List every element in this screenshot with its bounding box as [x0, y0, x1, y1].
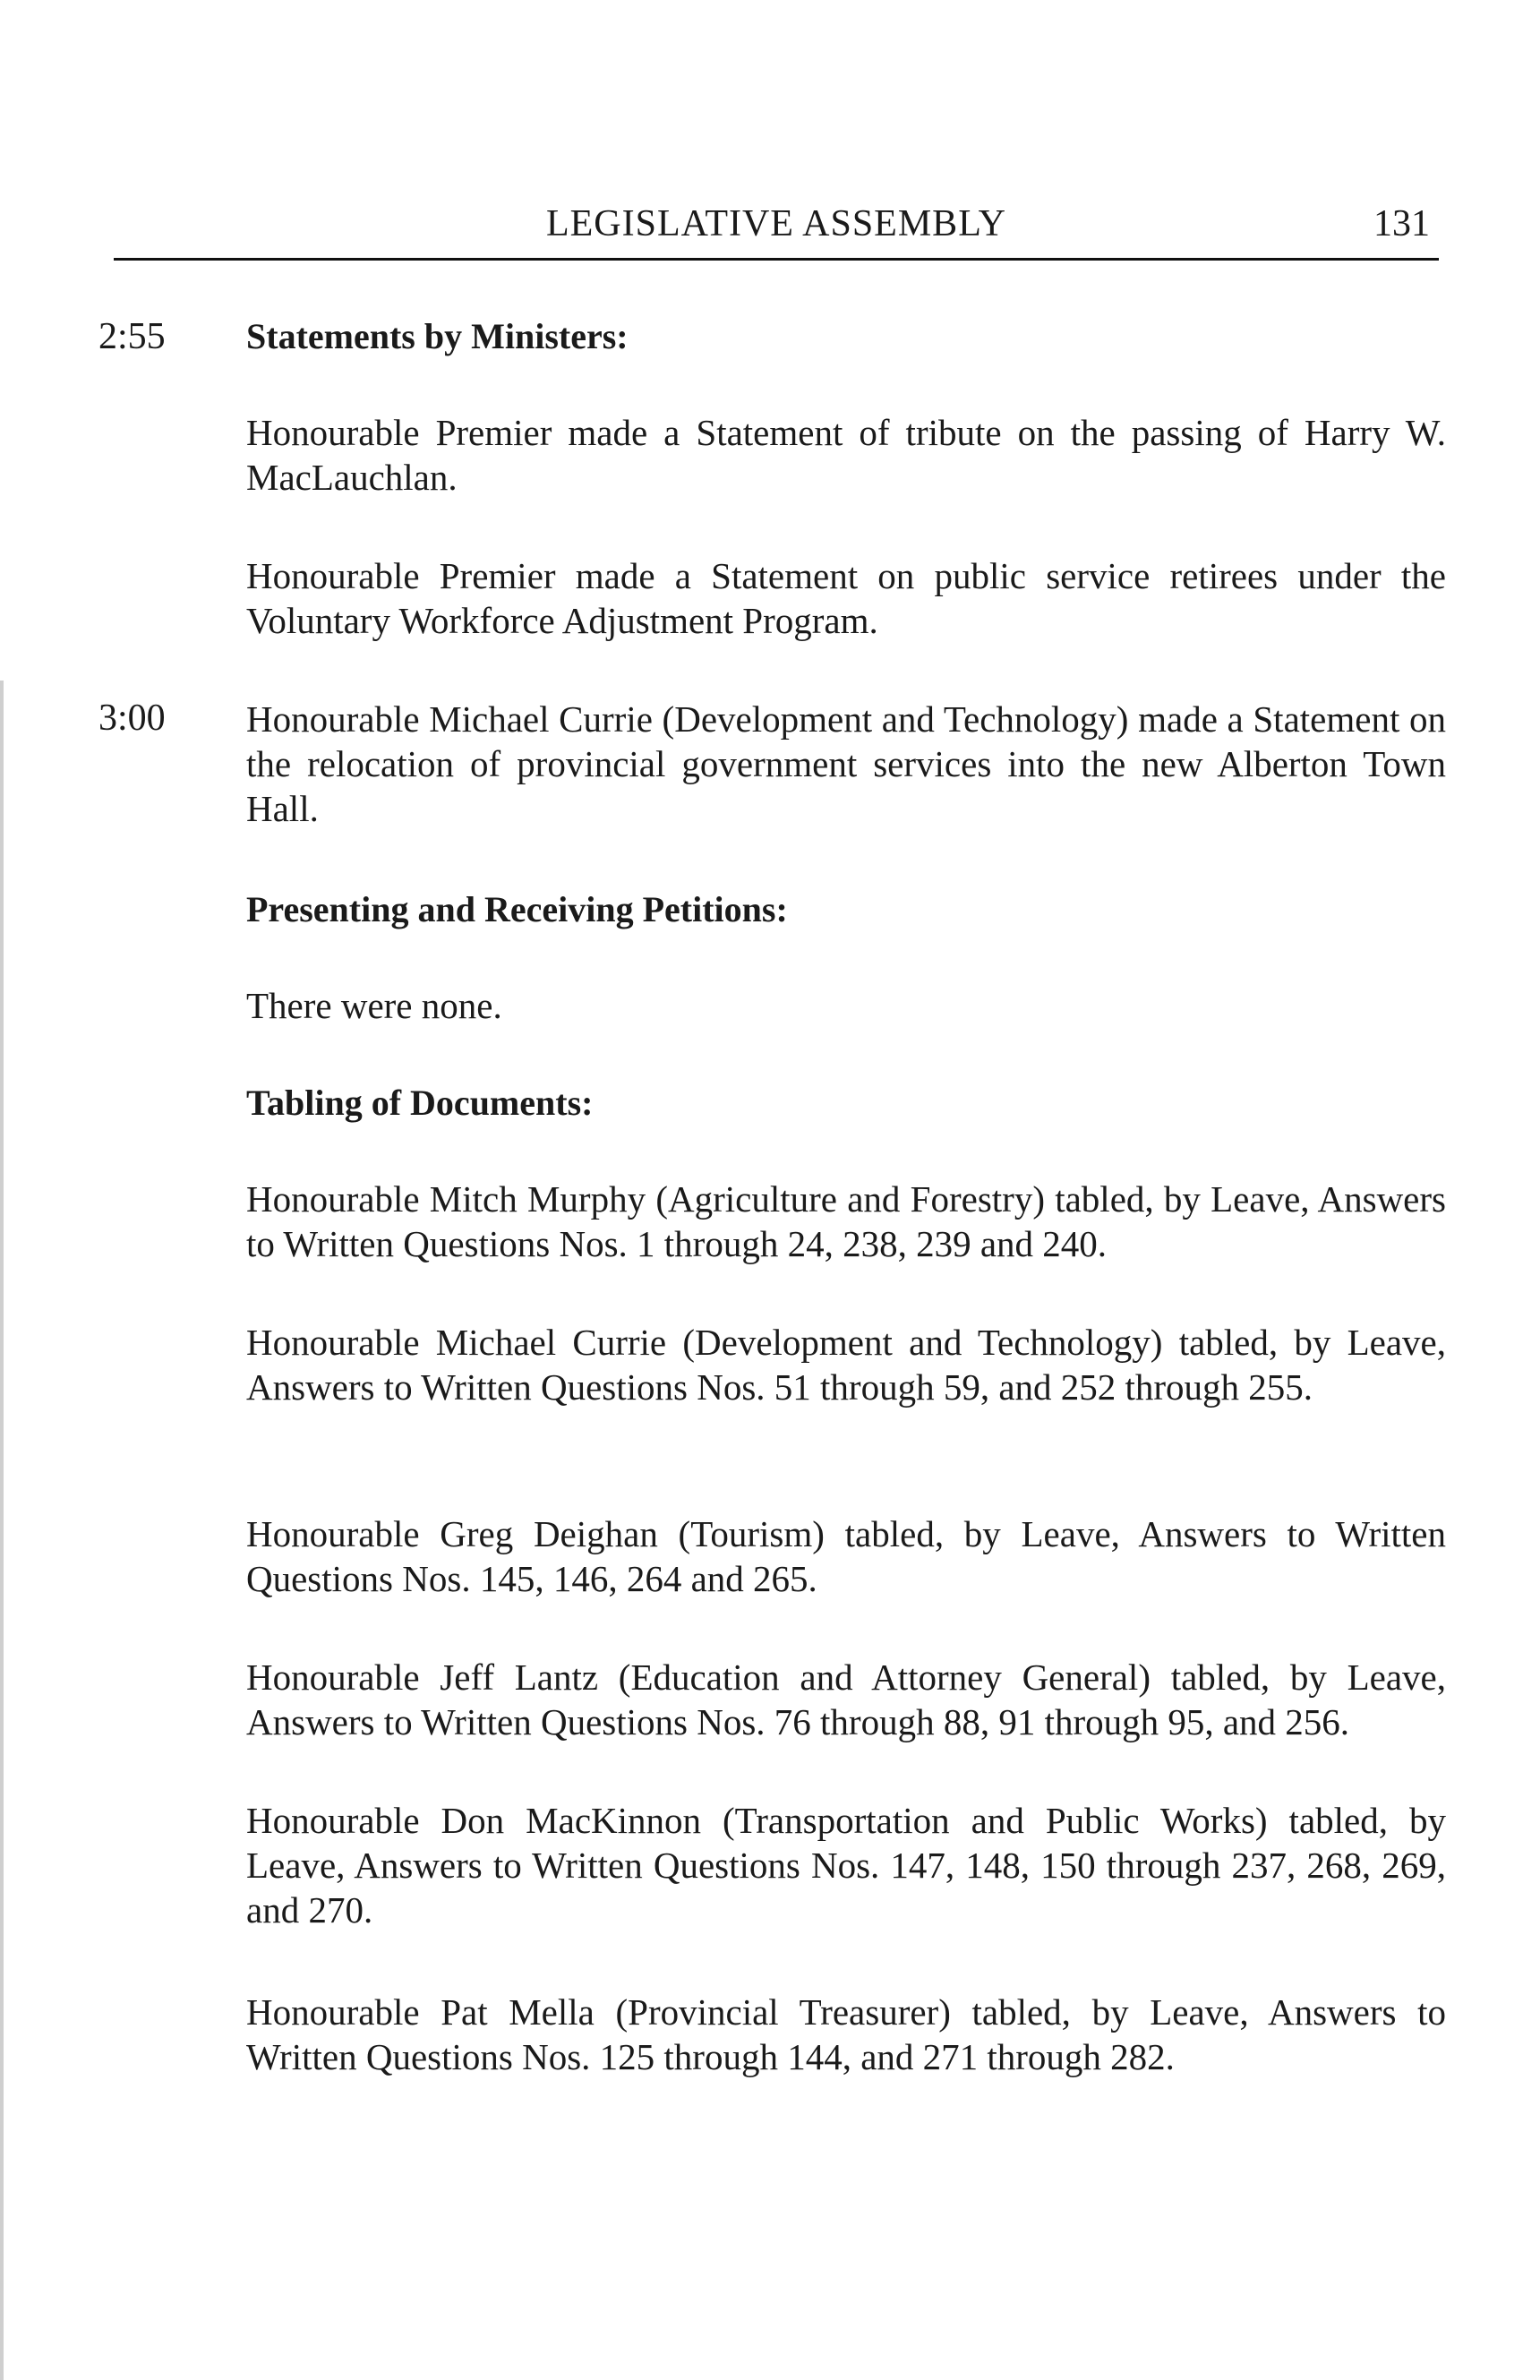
paragraph: There were none.	[246, 985, 502, 1026]
time-stamp: 3:00	[98, 698, 166, 739]
header-title: LEGISLATIVE ASSEMBLY	[546, 203, 1006, 244]
paragraph: Honourable Premier made a Statement on public service retirees under the Voluntary Workforce Adjustment Program.	[246, 555, 1446, 641]
page-number: 131	[1373, 203, 1430, 244]
paragraph: Honourable Don MacKinnon (Transportation and Public Works) tabled, by Leave, Answers to Written Questions Nos. 147, 148, 150 through 237, 268, 269, and 270.	[246, 1800, 1446, 1931]
paragraph: Honourable Premier made a Statement of tribute on the passing of Harry W. MacLauchlan.	[246, 412, 1446, 498]
page-header	[114, 202, 1439, 261]
paragraph: Honourable Mitch Murphy (Agriculture and Forestry) tabled, by Leave, Answers to Written Questions Nos. 1 through 24, 238, 239 and 240.	[246, 1178, 1446, 1264]
section-heading-ministers: Statements by Ministers:	[246, 316, 629, 356]
page-edge-shadow	[0, 681, 4, 2380]
section-heading-petitions: Presenting and Receiving Petitions:	[246, 889, 788, 929]
time-stamp: 2:55	[98, 316, 166, 357]
paragraph: Honourable Pat Mella (Provincial Treasurer) tabled, by Leave, Answers to Written Questions Nos. 125 through 144, and 271 through 282.	[246, 1991, 1446, 2077]
paragraph: Honourable Greg Deighan (Tourism) tabled, by Leave, Answers to Written Questions Nos. 145, 146, 264 and 265.	[246, 1513, 1446, 1599]
paragraph: Honourable Michael Currie (Development and Technology) made a Statement on the relocation of provincial government services into the new Alberton Town Hall.	[246, 698, 1446, 829]
section-heading-documents: Tabling of Documents:	[246, 1083, 594, 1123]
paragraph: Honourable Jeff Lantz (Education and Attorney General) tabled, by Leave, Answers to Written Questions Nos. 76 through 88, 91 through 95, and 256.	[246, 1657, 1446, 1742]
paragraph: Honourable Michael Currie (Development and Technology) tabled, by Leave, Answers to Written Questions Nos. 51 through 59, and 252 through 255.	[246, 1322, 1446, 1408]
